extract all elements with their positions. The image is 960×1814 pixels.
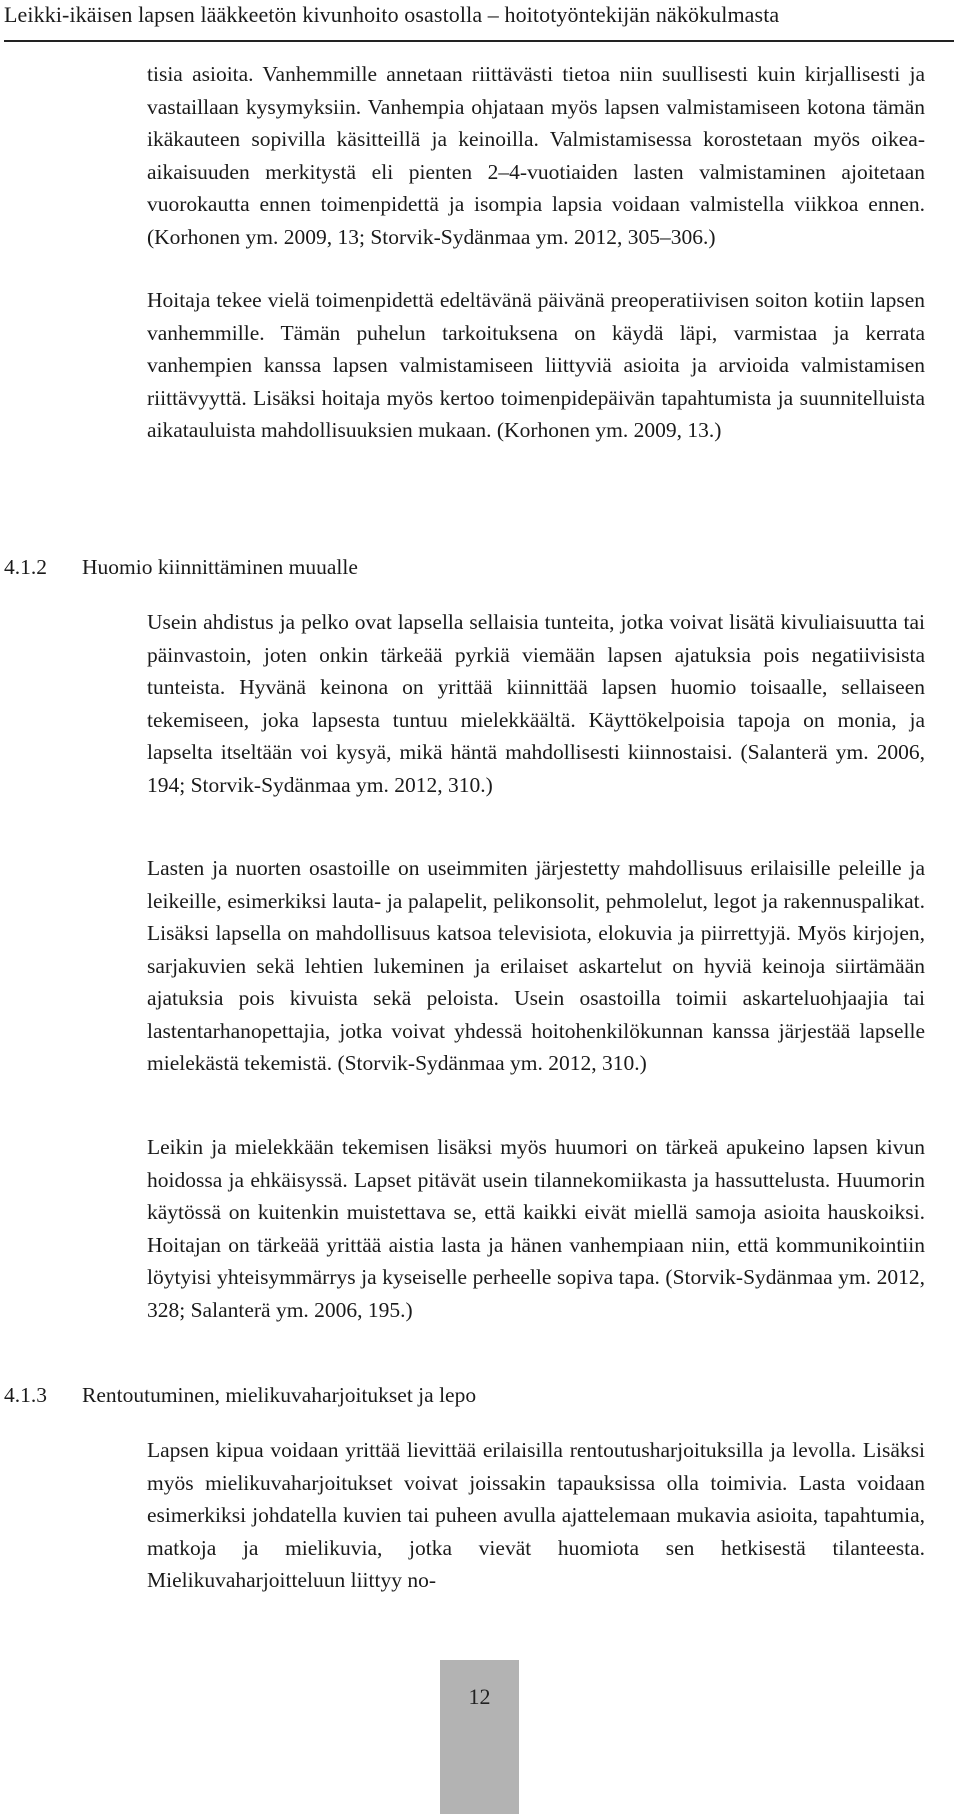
paragraph-block-2: [147, 284, 925, 447]
paragraph-block-6: [147, 1434, 925, 1597]
paragraph: tisia asioita. Vanhemmille annetaan riittävästi tietoa niin suullisesti kuin kirjallisesti ja vastaillaan kysymyksiin. Vanhempia ohjataan myös lapsen valmistamiseen kotona tämän ikäkauteen sopivilla käsitteillä ja keinoilla. Valmistamisessa korostetaan myös oikea-aikaisuuden merkitystä eli pienten 2–4-vuotiaiden lasten valmistaminen ajoitetaan vuorokautta ennen toimenpidettä ja isompia lapsia voidaan valmistella viikkoa ennen. (Korhonen ym. 2009, 13; Storvik-Sydänmaa ym. 2012, 305–306.): [147, 62, 925, 249]
paragraph: Usein ahdistus ja pelko ovat lapsella sellaisia tunteita, jotka voivat lisätä kivuliaisuutta tai päinvastoin, joten onkin tärkeää pyrkiä viemään lapsen ajatuksia pois negatiivisista tunteista. Hyvänä keinona on yrittää kiinnittää lapsen huomio toisaalle, sellaiseen tekemiseen, joka lapsesta tuntuu mielekkäältä. Käyttökelpoisia tapoja on monia, ja lapselta itseltään voi kysyä, mikä häntä mahdollisesti kiinnostaisi. (Salanterä ym. 2006, 194; Storvik-Sydänmaa ym. 2012, 310.): [147, 610, 925, 797]
running-header: [4, 0, 954, 42]
section-title: Huomio kiinnittäminen muualle: [82, 555, 358, 579]
paragraph: Leikin ja mielekkään tekemisen lisäksi myös huumori on tärkeä apukeino lapsen kivun hoidossa ja ehkäisyssä. Lapset pitävät usein tilannekomiikasta ja hassuttelusta. Huumorin käytössä on kuitenkin muistettava se, että kaikki eivät miellä samoja asioita hauskoiksi. Hoitajan on tärkeää yrittää aistia lasta ja hänen vanhempiaan niin, että kommunikointiin löytyisi yhteisymmärrys ja kyseiselle perheelle sopiva tapa. (Storvik-Sydänmaa ym. 2012, 328; Salanterä ym. 2006, 195.): [147, 1135, 925, 1322]
page-number-box: [440, 1660, 519, 1814]
paragraph-block-3: [147, 606, 925, 801]
paragraph: Hoitaja tekee vielä toimenpidettä edeltävänä päivänä preoperatiivisen soiton kotiin lapsen vanhemmille. Tämän puhelun tarkoituksena on käydä läpi, varmistaa ja kerrata vanhempien kanssa lapsen valmistamiseen liittyviä asioita ja arvioida valmistamisen riittävyyttä. Lisäksi hoitaja myös kertoo toimenpidepäivän tapahtumista ja suunnitelluista aikatauluista mahdollisuuksien mukaan. (Korhonen ym. 2009, 13.): [147, 288, 925, 442]
paragraph-block-5: [147, 1131, 925, 1326]
section-heading-4-1-3: [4, 1380, 476, 1410]
paragraph: Lasten ja nuorten osastoille on useimmiten järjestetty mahdollisuus erilaisille peleille ja leikeille, esimerkiksi lauta- ja palapelit, pelikonsolit, pehmolelut, legot ja rakennuspalikat. Lisäksi lapsella on mahdollisuus katsoa televisiota, elokuvia ja piirrettyjä. Myös kirjojen, sarjakuvien sekä lehtien lukeminen ja erilaiset askartelut on hyviä keinoja siirtämään ajatuksia pois kivuista sekä peloista. Usein osastoilla toimii askarteluohjaajia tai lastentarhanopettajia, jotka voivat yhdessä hoitohenkilökunnan kanssa järjestää lapselle mielekästä tekemistä. (Storvik-Sydänmaa ym. 2012, 310.): [147, 856, 925, 1075]
page-number: 12: [468, 1684, 491, 1709]
section-number: 4.1.3: [4, 1383, 47, 1407]
section-title: Rentoutuminen, mielikuvaharjoitukset ja lepo: [82, 1383, 477, 1407]
section-heading-4-1-2: [4, 552, 358, 582]
paragraph: Lapsen kipua voidaan yrittää lievittää erilaisilla rentoutusharjoituksilla ja levolla. Lisäksi myös mielikuvaharjoitukset voivat joissakin tapauksissa olla toimivia. Lasta voidaan esimerkiksi johdatella kuvien tai puheen avulla ajattelemaan mukavia asioita, tapahtumia, matkoja ja mielikuvia, jotka vievät huomiota sen hetkisestä tilanteesta. Mielikuvaharjoitteluun liittyy no-: [147, 1438, 925, 1592]
paragraph-block-1: [147, 58, 925, 253]
running-header-title: Leikki-ikäisen lapsen lääkkeetön kivunhoito osastolla – hoitotyöntekijän näkökulmasta: [4, 2, 780, 27]
paragraph-block-4: [147, 852, 925, 1080]
section-number: 4.1.2: [4, 555, 47, 579]
